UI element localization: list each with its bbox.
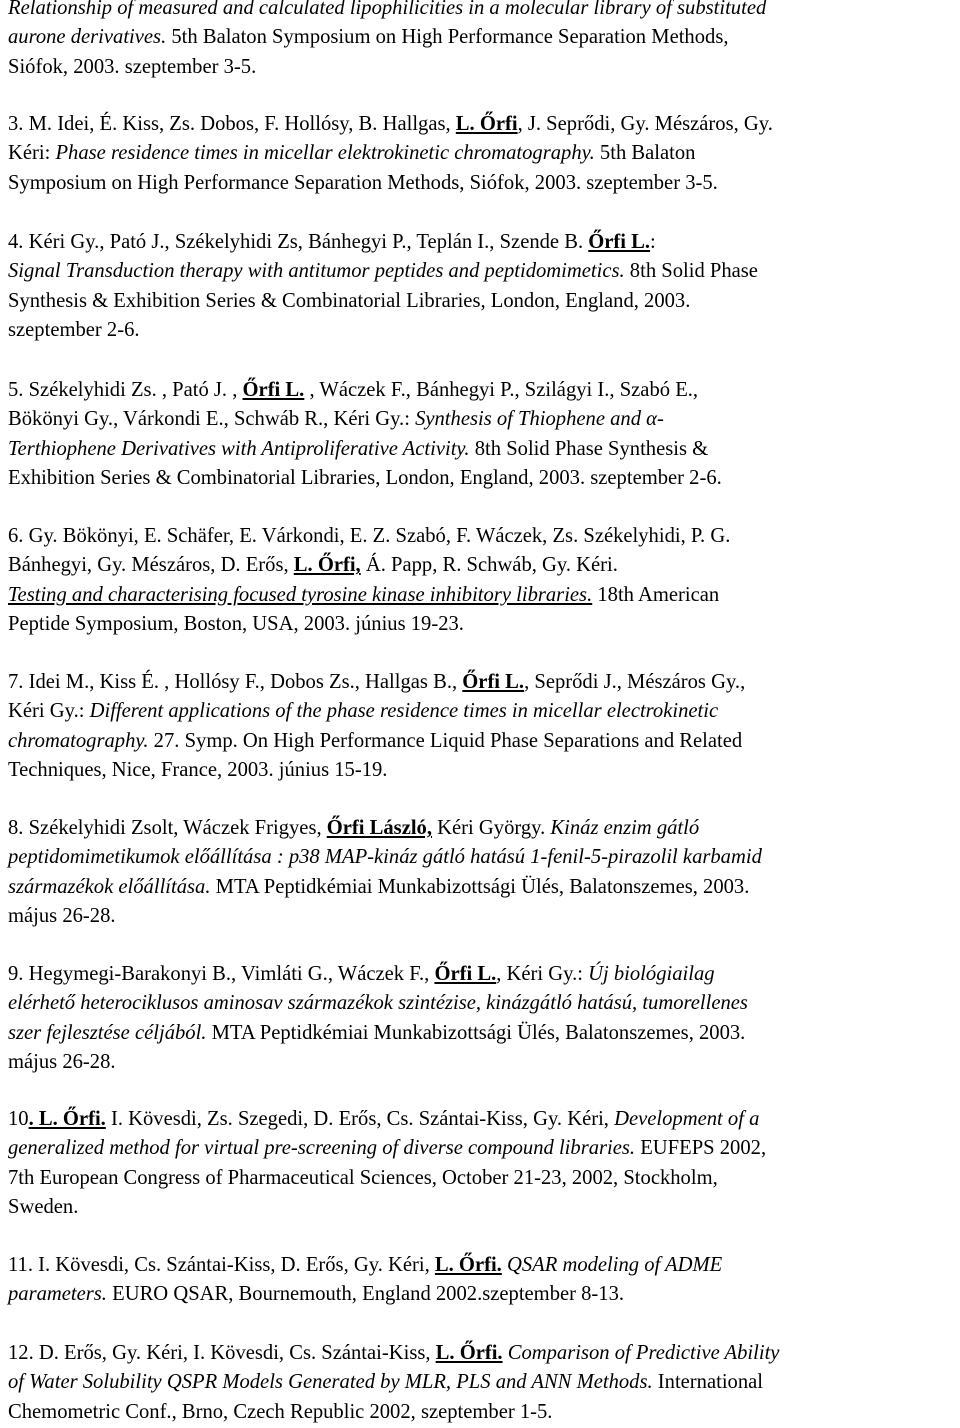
reference-text: 4. Kéri Gy., Pató J., Székelyhidi Zs, Bánhegyi P., Teplán I., Szende B. — [8, 231, 589, 253]
reference-line — [8, 697, 958, 726]
reference-text: 12. D. Erős, Gy. Kéri, I. Kövesdi, Cs. Szántai-Kiss, — [8, 1342, 436, 1364]
reference-text: : — [650, 231, 656, 253]
reference-line — [8, 756, 958, 785]
reference-text: 5th Balaton Symposium on High Performance Separation Methods, — [166, 26, 729, 49]
reference-line — [8, 1280, 958, 1309]
reference-line — [8, 522, 958, 551]
reference-text: 11. I. Kövesdi, Cs. Szántai-Kiss, D. Erős, Gy. Kéri, — [8, 1254, 435, 1276]
reference-text: Kéri György. — [432, 817, 551, 839]
reference-title-text: származékok előállítása. — [8, 875, 211, 898]
reference-text: május 26-28. — [8, 904, 116, 927]
reference-title-text: Relationship of measured and calculated lipophilicities in a molecular library of substituted — [8, 0, 767, 19]
highlighted-author: Őrfi László, — [326, 817, 433, 839]
reference-line — [8, 727, 958, 756]
reference-text: MTA Peptidkémiai Munkabizottsági Ülés, Balatonszemes, 2003. — [206, 1021, 746, 1044]
reference-entry — [8, 668, 958, 785]
reference-text: Chemometric Conf., Brno, Czech Republic 2002, szeptember 1-5. — [8, 1400, 553, 1423]
reference-entry — [8, 1105, 958, 1222]
reference-line — [8, 581, 958, 610]
reference-title-text: of Water Solubility QSPR Models Generated by MLR, PLS and ANN Methods. — [8, 1371, 653, 1394]
reference-entry — [8, 960, 958, 1077]
reference-line — [8, 1048, 958, 1077]
reference-line — [8, 873, 958, 902]
reference-text: Techniques, Nice, France, 2003. június 15-19. — [8, 758, 388, 781]
reference-text: 8th Solid Phase — [624, 260, 758, 283]
reference-text: International — [652, 1371, 764, 1394]
reference-title-text: aurone derivatives. — [8, 26, 167, 49]
reference-line — [8, 316, 958, 345]
reference-line — [8, 435, 958, 464]
reference-line — [8, 668, 958, 697]
reference-text: Symposium on High Performance Separation Methods, Siófok, 2003. szeptember 3-5. — [8, 171, 718, 194]
reference-title-text: Testing and characterising focused tyrosine kinase inhibitory libraries. — [8, 583, 593, 606]
reference-title-text: szer fejlesztése céljából. — [8, 1021, 207, 1044]
highlighted-author: L. Őrfi, — [293, 554, 361, 577]
highlighted-author: Őrfi L. — [462, 671, 525, 693]
reference-text: , J. Seprődi, Gy. Mészáros, Gy. — [517, 113, 773, 135]
reference-line — [8, 0, 958, 23]
reference-text: , Kéri Gy.: — [496, 963, 589, 985]
reference-line — [8, 169, 958, 198]
reference-line — [8, 1134, 958, 1163]
reference-line — [8, 1368, 958, 1397]
reference-entry — [8, 1339, 958, 1427]
reference-text: 8th Solid Phase Synthesis & — [469, 437, 709, 460]
reference-text: 18th American — [592, 583, 720, 606]
reference-text: 6. Gy. Bökönyi, E. Schäfer, E. Várkondi, E. Z. Szabó, F. Wáczek, Zs. Székelyhidi, P. G. — [8, 525, 731, 547]
reference-line — [8, 1339, 958, 1368]
reference-text: május 26-28. — [8, 1050, 116, 1073]
reference-line — [8, 814, 958, 843]
reference-text: 8. Székelyhidi Zsolt, Wáczek Frigyes, — [8, 817, 327, 839]
reference-text: EUFEPS 2002, — [635, 1137, 767, 1160]
reference-line — [8, 53, 958, 82]
reference-line — [8, 1019, 958, 1048]
reference-text: , Wáczek F., Bánhegyi P., Szilágyi I., Szabó E., — [304, 379, 699, 401]
reference-text: I. Kövesdi, Zs. Szegedi, D. Erős, Cs. Szántai-Kiss, Gy. Kéri, — [105, 1108, 615, 1130]
reference-title-text: generalized method for virtual pre-screening of diverse compound libraries. — [8, 1137, 636, 1160]
reference-entry — [8, 0, 958, 82]
reference-line — [8, 23, 958, 52]
reference-line — [8, 960, 958, 989]
reference-text: szeptember 2-6. — [8, 318, 140, 341]
reference-text: Siófok, 2003. szeptember 3-5. — [8, 55, 257, 78]
reference-text: 3. M. Idei, É. Kiss, Zs. Dobos, F. Hollósy, B. Hallgas, — [8, 113, 456, 135]
reference-title-text: Comparison of Predictive Ability — [507, 1342, 780, 1364]
reference-line — [8, 139, 958, 168]
reference-title-text: QSAR modeling of ADME — [506, 1254, 723, 1276]
reference-entry — [8, 814, 958, 931]
reference-entry — [8, 522, 958, 639]
reference-text: 7th European Congress of Pharmaceutical Sciences, October 21-23, 2002, Stockholm, — [8, 1166, 718, 1189]
reference-text: 9. Hegymegi-Barakonyi B., Vimláti G., Wáczek F., — [8, 963, 435, 985]
reference-entry — [8, 1251, 958, 1310]
reference-title-text: Kináz enzim gátló — [550, 817, 700, 839]
reference-text: EURO QSAR, Bournemouth, England 2002.szeptember 8-13. — [106, 1283, 625, 1306]
reference-line — [8, 376, 958, 405]
reference-line — [8, 228, 958, 257]
reference-text: Kéri: — [8, 142, 56, 165]
reference-line — [8, 610, 958, 639]
reference-entry — [8, 110, 958, 198]
reference-text: Kéri Gy.: — [8, 700, 90, 723]
reference-text: 7. Idei M., Kiss É. , Hollósy F., Dobos Zs., Hallgas B., — [8, 671, 463, 693]
highlighted-author: Őrfi L. — [242, 379, 305, 401]
reference-line — [8, 902, 958, 931]
reference-entry — [8, 376, 958, 493]
reference-title-text: elérhető heterociklusos aminosav származékok szintézise, kinázgátló hatású, tumorellenes — [8, 992, 748, 1015]
reference-line — [8, 287, 958, 316]
reference-title-text: peptidomimetikumok előállítása : p38 MAP-kináz gátló hatású 1-fenil-5-pirazolil karbamid — [8, 846, 762, 869]
reference-text: , Seprődi J., Mészáros Gy., — [524, 671, 746, 693]
reference-title-text: Terthiophene Derivatives with Antiproliferative Activity. — [8, 437, 470, 460]
reference-line — [8, 989, 958, 1018]
reference-text: Bánhegyi, Gy. Mészáros, D. Erős, — [8, 554, 294, 577]
reference-text: 10 — [8, 1108, 29, 1130]
reference-title-text: Synthesis of Thiophene and α- — [415, 408, 664, 431]
highlighted-author: L. Őrfi. — [435, 1342, 503, 1364]
reference-line — [8, 257, 958, 286]
reference-entry — [8, 228, 958, 345]
highlighted-author: L. Őrfi — [455, 113, 518, 135]
reference-title-text: Development of a — [614, 1108, 760, 1130]
reference-line — [8, 464, 958, 493]
reference-line — [8, 1164, 958, 1193]
reference-title-text: parameters. — [8, 1283, 107, 1306]
reference-text: Bökönyi Gy., Várkondi E., Schwáb R., Kéri Gy.: — [8, 408, 416, 431]
reference-line — [8, 110, 958, 139]
reference-line — [8, 1251, 958, 1280]
reference-text: Sweden. — [8, 1195, 79, 1218]
highlighted-author: Őrfi L. — [434, 963, 497, 985]
reference-line — [8, 1105, 958, 1134]
reference-line — [8, 405, 958, 434]
reference-title-text: Phase residence times in micellar elektrokinetic chromatography. — [55, 142, 595, 165]
reference-line — [8, 843, 958, 872]
highlighted-author: Őrfi L. — [588, 231, 651, 253]
highlighted-author: . L. Őrfi. — [28, 1108, 106, 1130]
reference-title-text: Signal Transduction therapy with antitumor peptides and peptidomimetics. — [8, 260, 625, 283]
reference-text: Exhibition Series & Combinatorial Libraries, London, England, 2003. szeptember 2-6. — [8, 466, 722, 489]
reference-text: 27. Symp. On High Performance Liquid Phase Separations and Related — [148, 729, 743, 752]
reference-text: MTA Peptidkémiai Munkabizottsági Ülés, Balatonszemes, 2003. — [210, 875, 750, 898]
reference-text: 5th Balaton — [594, 142, 696, 165]
reference-title-text: Új biológiailag — [588, 963, 715, 985]
reference-line — [8, 1398, 958, 1427]
reference-title-text: Different applications of the phase residence times in micellar electrokinetic — [89, 700, 719, 723]
reference-text: Synthesis & Exhibition Series & Combinatorial Libraries, London, England, 2003. — [8, 289, 691, 312]
highlighted-author: L. Őrfi. — [434, 1254, 502, 1276]
reference-title-text: chromatography. — [8, 729, 149, 752]
reference-line — [8, 551, 958, 580]
reference-text: 5. Székelyhidi Zs. , Pató J. , — [8, 379, 243, 401]
reference-text: Peptide Symposium, Boston, USA, 2003. június 19-23. — [8, 612, 464, 635]
reference-line — [8, 1193, 958, 1222]
reference-text: Á. Papp, R. Schwáb, Gy. Kéri. — [360, 554, 618, 577]
